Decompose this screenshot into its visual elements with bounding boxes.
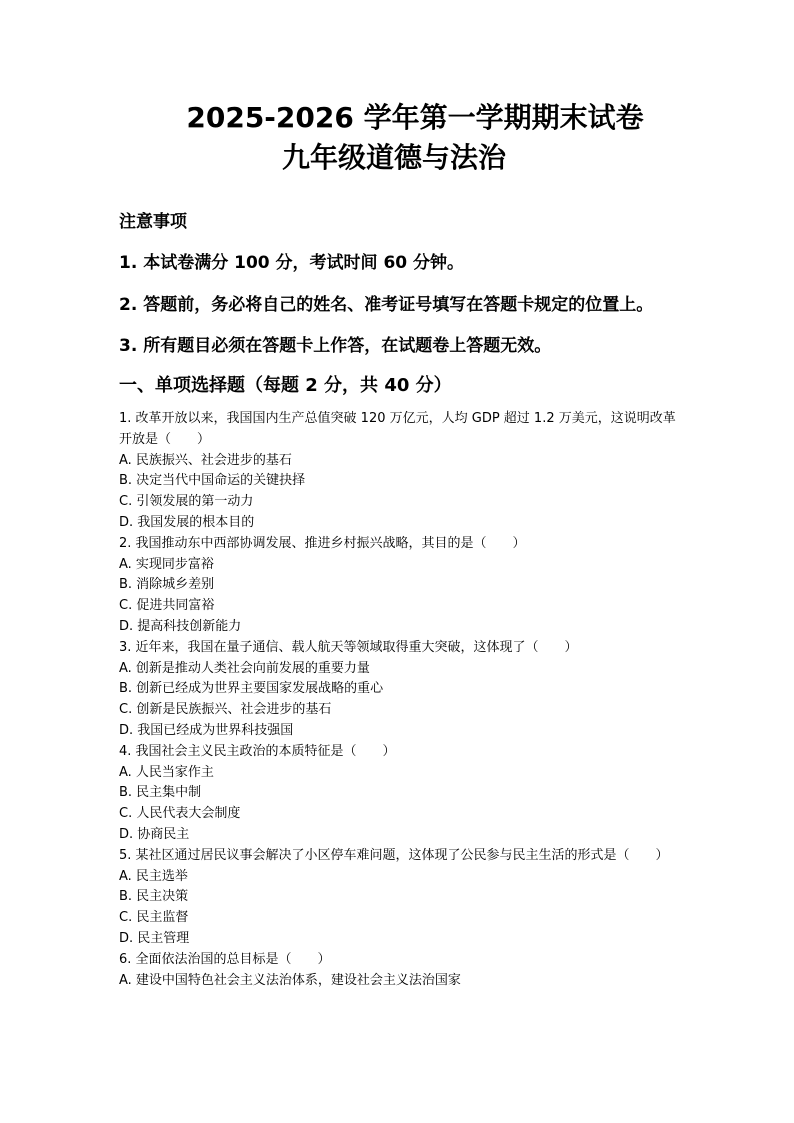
option-a: A. 民主选举 [119, 868, 188, 884]
question-stem: 5. 某社区通过居民议事会解决了小区停车难问题，这体现了公民参与民主生活的形式是（ ） [119, 847, 669, 863]
notice-heading: 注意事项 [119, 212, 187, 232]
question-stem: 1. 改革开放以来，我国国内生产总值突破 120 万亿元，人均 GDP 超过 1.2 万美元，这说明改革开放是（ ） [119, 411, 676, 447]
option-d: D. 民主管理 [119, 930, 190, 946]
option-b: B. 民主集中制 [119, 785, 202, 801]
question-stem: 6. 全面依法治国的总目标是（ ） [119, 951, 331, 967]
notice-item: 3. 所有题目必须在答题卡上作答，在试题卷上答题无效。 [119, 336, 552, 356]
exam-title: 2025-2026 学年第一学期期末试卷 [186, 101, 644, 134]
notice-item: 1. 本试卷满分 100 分，考试时间 60 分钟。 [119, 253, 465, 273]
question [119, 846, 684, 950]
question-stem: 4. 我国社会主义民主政治的本质特征是（ ） [119, 743, 396, 759]
question [119, 409, 684, 534]
option-a: A. 人民当家作主 [119, 764, 214, 780]
exam-subtitle: 九年级道德与法治 [282, 141, 507, 174]
option-b: B. 民主决策 [119, 889, 189, 905]
option-a: A. 创新是推动人类社会向前发展的重要力量 [119, 660, 370, 676]
option-a: A. 建设中国特色社会主义法治体系，建设社会主义法治国家 [119, 972, 461, 988]
option-c: C. 民主监督 [119, 910, 189, 926]
question [119, 638, 684, 742]
question-stem: 3. 近年来，我国在量子通信、载人航天等领域取得重大突破，这体现了（ ） [119, 639, 578, 655]
section-heading: 一、单项选择题（每题 2 分，共 40 分） [119, 375, 452, 396]
option-d: D. 我国已经成为世界科技强国 [119, 722, 294, 738]
option-b: B. 创新已经成为世界主要国家发展战略的重心 [119, 681, 384, 697]
option-b: B. 决定当代中国命运的关键抉择 [119, 473, 306, 489]
option-c: C. 创新是民族振兴、社会进步的基石 [119, 702, 332, 718]
option-d: D. 协商民主 [119, 826, 190, 842]
option-d: D. 提高科技创新能力 [119, 618, 242, 634]
question [119, 534, 684, 638]
option-a: A. 民族振兴、社会进步的基石 [119, 452, 292, 468]
option-b: B. 消除城乡差别 [119, 577, 215, 593]
notice-item: 2. 答题前，务必将自己的姓名、准考证号填写在答题卡规定的位置上。 [119, 295, 654, 315]
question [119, 742, 684, 846]
option-c: C. 人民代表大会制度 [119, 806, 241, 822]
option-c: C. 促进共同富裕 [119, 598, 215, 614]
question-list [119, 409, 684, 991]
question [119, 950, 684, 992]
question-stem: 2. 我国推动东中西部协调发展、推进乡村振兴战略，其目的是（ ） [119, 535, 526, 551]
option-c: C. 引领发展的第一动力 [119, 494, 254, 510]
option-a: A. 实现同步富裕 [119, 556, 214, 572]
option-d: D. 我国发展的根本目的 [119, 514, 255, 530]
